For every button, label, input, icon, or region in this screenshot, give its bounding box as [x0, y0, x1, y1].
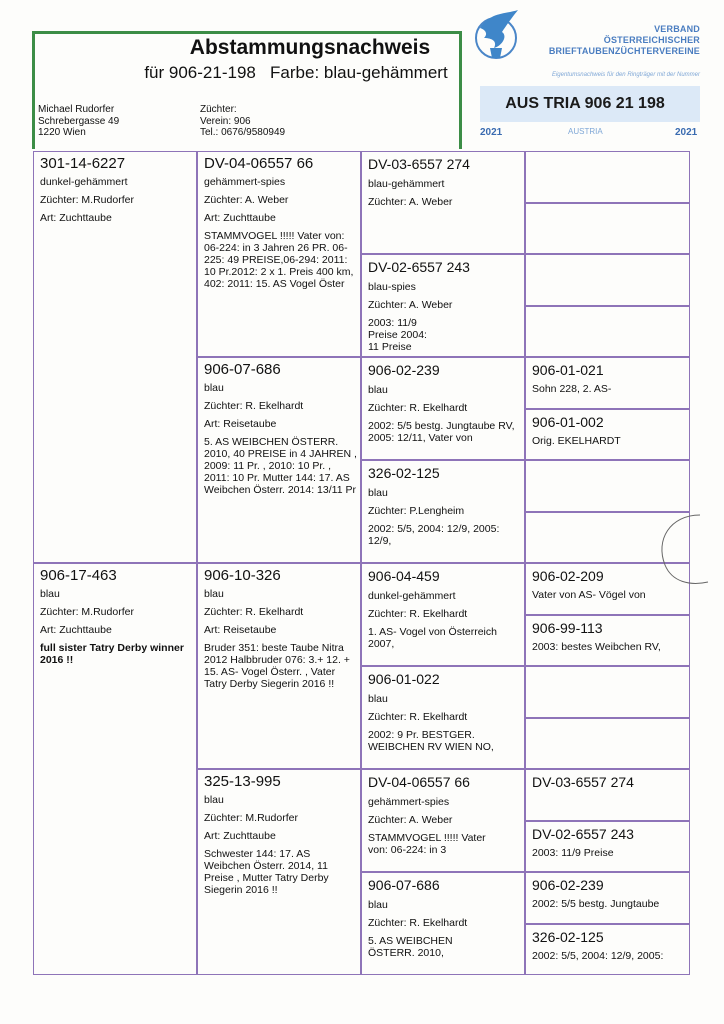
pedigree-g3-1 — [361, 151, 525, 254]
document-subtitle — [96, 63, 496, 83]
association-name — [548, 24, 700, 57]
remarks: 5. AS WEIBCHEN ÖSTERR. 2010, 40 PREISE in 4 JAHREN , 2009: 11 Pr. , 2010: 10 Pr. , 2011: 10 Pr. Mutter 144: 17. AS Weibchen Österr. 2014: 13/11 Pr — [204, 436, 357, 496]
ring-number: DV-04-06557 66 — [204, 155, 314, 172]
type: Art: Zuchttaube — [204, 830, 276, 842]
association-line-1: VERBAND — [654, 24, 700, 34]
remarks: 2003: 11/9 Preise — [532, 846, 614, 859]
ring-year-right: 2021 — [675, 127, 698, 138]
color: blau — [368, 693, 388, 705]
pedigree-sire — [33, 151, 197, 563]
color: blau — [368, 899, 388, 911]
color: blau — [368, 487, 388, 499]
pedigree-g4-16 — [525, 924, 690, 976]
pedigree-g4-7 — [525, 460, 690, 512]
ring-number: 906-01-002 — [532, 413, 604, 430]
ring-number: 906-07-686 — [204, 361, 281, 378]
pedigree-g4-10 — [525, 615, 690, 667]
pedigree-dam-sire — [197, 563, 361, 769]
pedigree-g4-11 — [525, 666, 690, 718]
punch-hole-mark — [640, 510, 710, 590]
ring-number: 906-04-459 — [368, 568, 440, 584]
ring-number: 326-02-125 — [532, 928, 604, 945]
remarks: 2003: bestes Weibchen RV, — [532, 640, 661, 653]
pedigree-g3-2 — [361, 254, 525, 357]
remarks: 2002: 5/5, 2004: 12/9, 2005: 12/9, — [368, 523, 500, 547]
ring-number: 906-07-686 — [368, 877, 440, 893]
phone-label: Tel.: 0676/9580949 — [200, 127, 286, 138]
pedigree-sire-dam — [197, 357, 361, 563]
association-line-3: BRIEFTAUBENZÜCHTERVEREINE — [548, 46, 700, 56]
ring-number: 326-02-125 — [368, 465, 440, 481]
pedigree-dam — [33, 563, 197, 975]
pedigree-g3-8 — [361, 872, 525, 975]
pedigree-g3-4 — [361, 460, 525, 563]
breeder: Züchter: M.Rudorfer — [204, 812, 298, 824]
remarks: 2003: 11/9 Preise 2004: 11 Preise — [368, 317, 427, 353]
breeder: Züchter: R. Ekelhardt — [368, 608, 468, 620]
remarks: 2002: 5/5 bestg. Jungtaube — [532, 898, 660, 910]
ring-badge-number: AUS TRIA 906 21 198 — [505, 95, 665, 112]
breeder: Züchter: R. Ekelhardt — [204, 400, 304, 412]
pedigree-sire-sire — [197, 151, 361, 357]
pedigree-g4-2 — [525, 203, 690, 255]
ring-number: DV-03-6557 274 — [368, 156, 470, 172]
breeder: Züchter: A. Weber — [368, 196, 453, 208]
color: blau — [204, 794, 224, 806]
remarks: 2002: 5/5 bestg. Jungtaube RV, 2005: 12/11, Vater von — [368, 420, 515, 444]
pedigree-g3-5 — [361, 563, 525, 666]
dove-logo-icon — [472, 8, 524, 64]
owner-address — [38, 104, 119, 139]
remarks: STAMMVOGEL !!!!! Vater von: 06-224: in 3 Jahren 26 PR. 06-225: 49 PREISE,06-294: 2011: 10 Pr.2012: 2 x 1. Preis 400 km, 402: 2011: 15. AS Vogel Öster — [204, 230, 354, 290]
remarks: Schwester 144: 17. AS Weibchen Österr. 2014, 11 Preise , Mutter Tatry Derby Siegerin 2016 !! — [204, 848, 329, 896]
type: Art: Zuchttaube — [204, 212, 276, 224]
ring-country: AUSTRIA — [568, 127, 603, 136]
remarks: 5. AS WEIBCHEN ÖSTERR. 2010, — [368, 935, 453, 959]
pedigree-g4-6 — [525, 409, 690, 461]
owner-street: Schrebergasse 49 — [38, 115, 120, 127]
association-line-2: ÖSTERREICHISCHER — [603, 35, 700, 45]
ring-number: DV-03-6557 274 — [532, 774, 634, 790]
pedigree-g3-7 — [361, 769, 525, 872]
color: blau — [204, 588, 224, 600]
color: dunkel-gehämmert — [368, 590, 456, 602]
ownership-slogan: Eigentumsnachweis für den Ringträger mit der Nummer — [551, 72, 700, 78]
ring-number: 301-14-6227 — [40, 155, 126, 172]
pedigree-dam-dam — [197, 769, 361, 975]
color: blau-gehämmert — [368, 178, 445, 190]
breeder: Züchter: P.Lengheim — [368, 505, 465, 517]
ring-number: DV-02-6557 243 — [532, 825, 634, 842]
pedigree-g3-6 — [361, 666, 525, 769]
color: dunkel-gehämmert — [40, 176, 128, 188]
type: Art: Zuchttaube — [40, 624, 112, 636]
breeder: Züchter: R. Ekelhardt — [368, 711, 468, 723]
pedigree-g3-3 — [361, 357, 525, 460]
type: Art: Reisetaube — [204, 418, 277, 430]
remarks: Orig. EKELHARDT — [532, 434, 621, 447]
remarks: 1. AS- Vogel von Österreich 2007, — [368, 626, 497, 650]
breeder: Züchter: M.Rudorfer — [40, 606, 134, 618]
breeder: Züchter: R. Ekelhardt — [368, 917, 468, 929]
remarks: STAMMVOGEL !!!!! Vater von: 06-224: in 3 — [368, 832, 486, 856]
breeder-label: Züchter: — [200, 104, 237, 115]
type: Art: Reisetaube — [204, 624, 277, 636]
ring-number: 906-99-113 — [532, 619, 603, 636]
ring-number: 906-17-463 — [40, 567, 117, 584]
pedigree-g4-1 — [525, 151, 690, 203]
ring-number: 906-02-209 — [532, 568, 604, 584]
pedigree-g4-14 — [525, 821, 690, 873]
ring-number: 906-02-239 — [532, 877, 604, 893]
ring-year-left: 2021 — [480, 127, 503, 138]
pedigree-g4-5 — [525, 357, 690, 409]
owner-name: Michael Rudorfer — [38, 104, 115, 115]
ring-number: 906-01-022 — [368, 671, 440, 687]
color: blau — [368, 384, 388, 396]
breeder: Züchter: A. Weber — [204, 194, 289, 206]
pedigree-g4-4 — [525, 306, 690, 358]
color: blau — [204, 382, 224, 394]
remarks: Bruder 351: beste Taube Nitra 2012 Halbbruder 076: 3.+ 12. + 15. AS- Vogel Österr. , Vater Tatry Derby Siegerin 2016 !! — [204, 642, 350, 690]
color: blau-spies — [368, 281, 416, 293]
club-label: Verein: 906 — [200, 115, 251, 127]
pedigree-g4-13 — [525, 769, 690, 821]
color: blau — [40, 588, 60, 600]
ring-number: 906-01-021 — [532, 362, 604, 378]
pedigree-g4-3 — [525, 254, 690, 306]
ring-number: 325-13-995 — [204, 773, 281, 790]
type: Art: Zuchttaube — [40, 212, 112, 224]
document-title: Abstammungsnachweis — [189, 36, 431, 59]
remarks: 2002: 5/5, 2004: 12/9, 2005: — [532, 949, 664, 962]
breeder: Züchter: A. Weber — [368, 299, 453, 311]
color: gehämmert-spies — [204, 176, 286, 188]
breeder: Züchter: M.Rudorfer — [40, 194, 134, 206]
breeder: Züchter: R. Ekelhardt — [204, 606, 304, 618]
remarks: full sister Tatry Derby winner 2016 !! — [40, 642, 184, 666]
remarks: Vater von AS- Vögel von — [532, 589, 646, 601]
color: gehämmert-spies — [368, 796, 450, 808]
ring-number: 906-10-326 — [204, 567, 281, 584]
breeder-info — [200, 104, 285, 139]
remarks: Sohn 228, 2. AS- — [532, 383, 612, 395]
color-label: Farbe: blau-gehämmert — [270, 63, 448, 82]
ring-number: 906-02-239 — [368, 362, 440, 378]
pedigree-g4-15 — [525, 872, 690, 924]
remarks: 2002: 9 Pr. BESTGER. WEIBCHEN RV WIEN NO, — [368, 729, 494, 753]
pedigree-g4-12 — [525, 718, 690, 770]
ring-number-label: für 906-21-198 — [144, 63, 256, 82]
ring-number: DV-04-06557 66 — [368, 774, 470, 790]
breeder: Züchter: A. Weber — [368, 814, 453, 826]
breeder: Züchter: R. Ekelhardt — [368, 402, 468, 414]
ring-number: DV-02-6557 243 — [368, 259, 470, 275]
owner-city: 1220 Wien — [38, 127, 86, 138]
